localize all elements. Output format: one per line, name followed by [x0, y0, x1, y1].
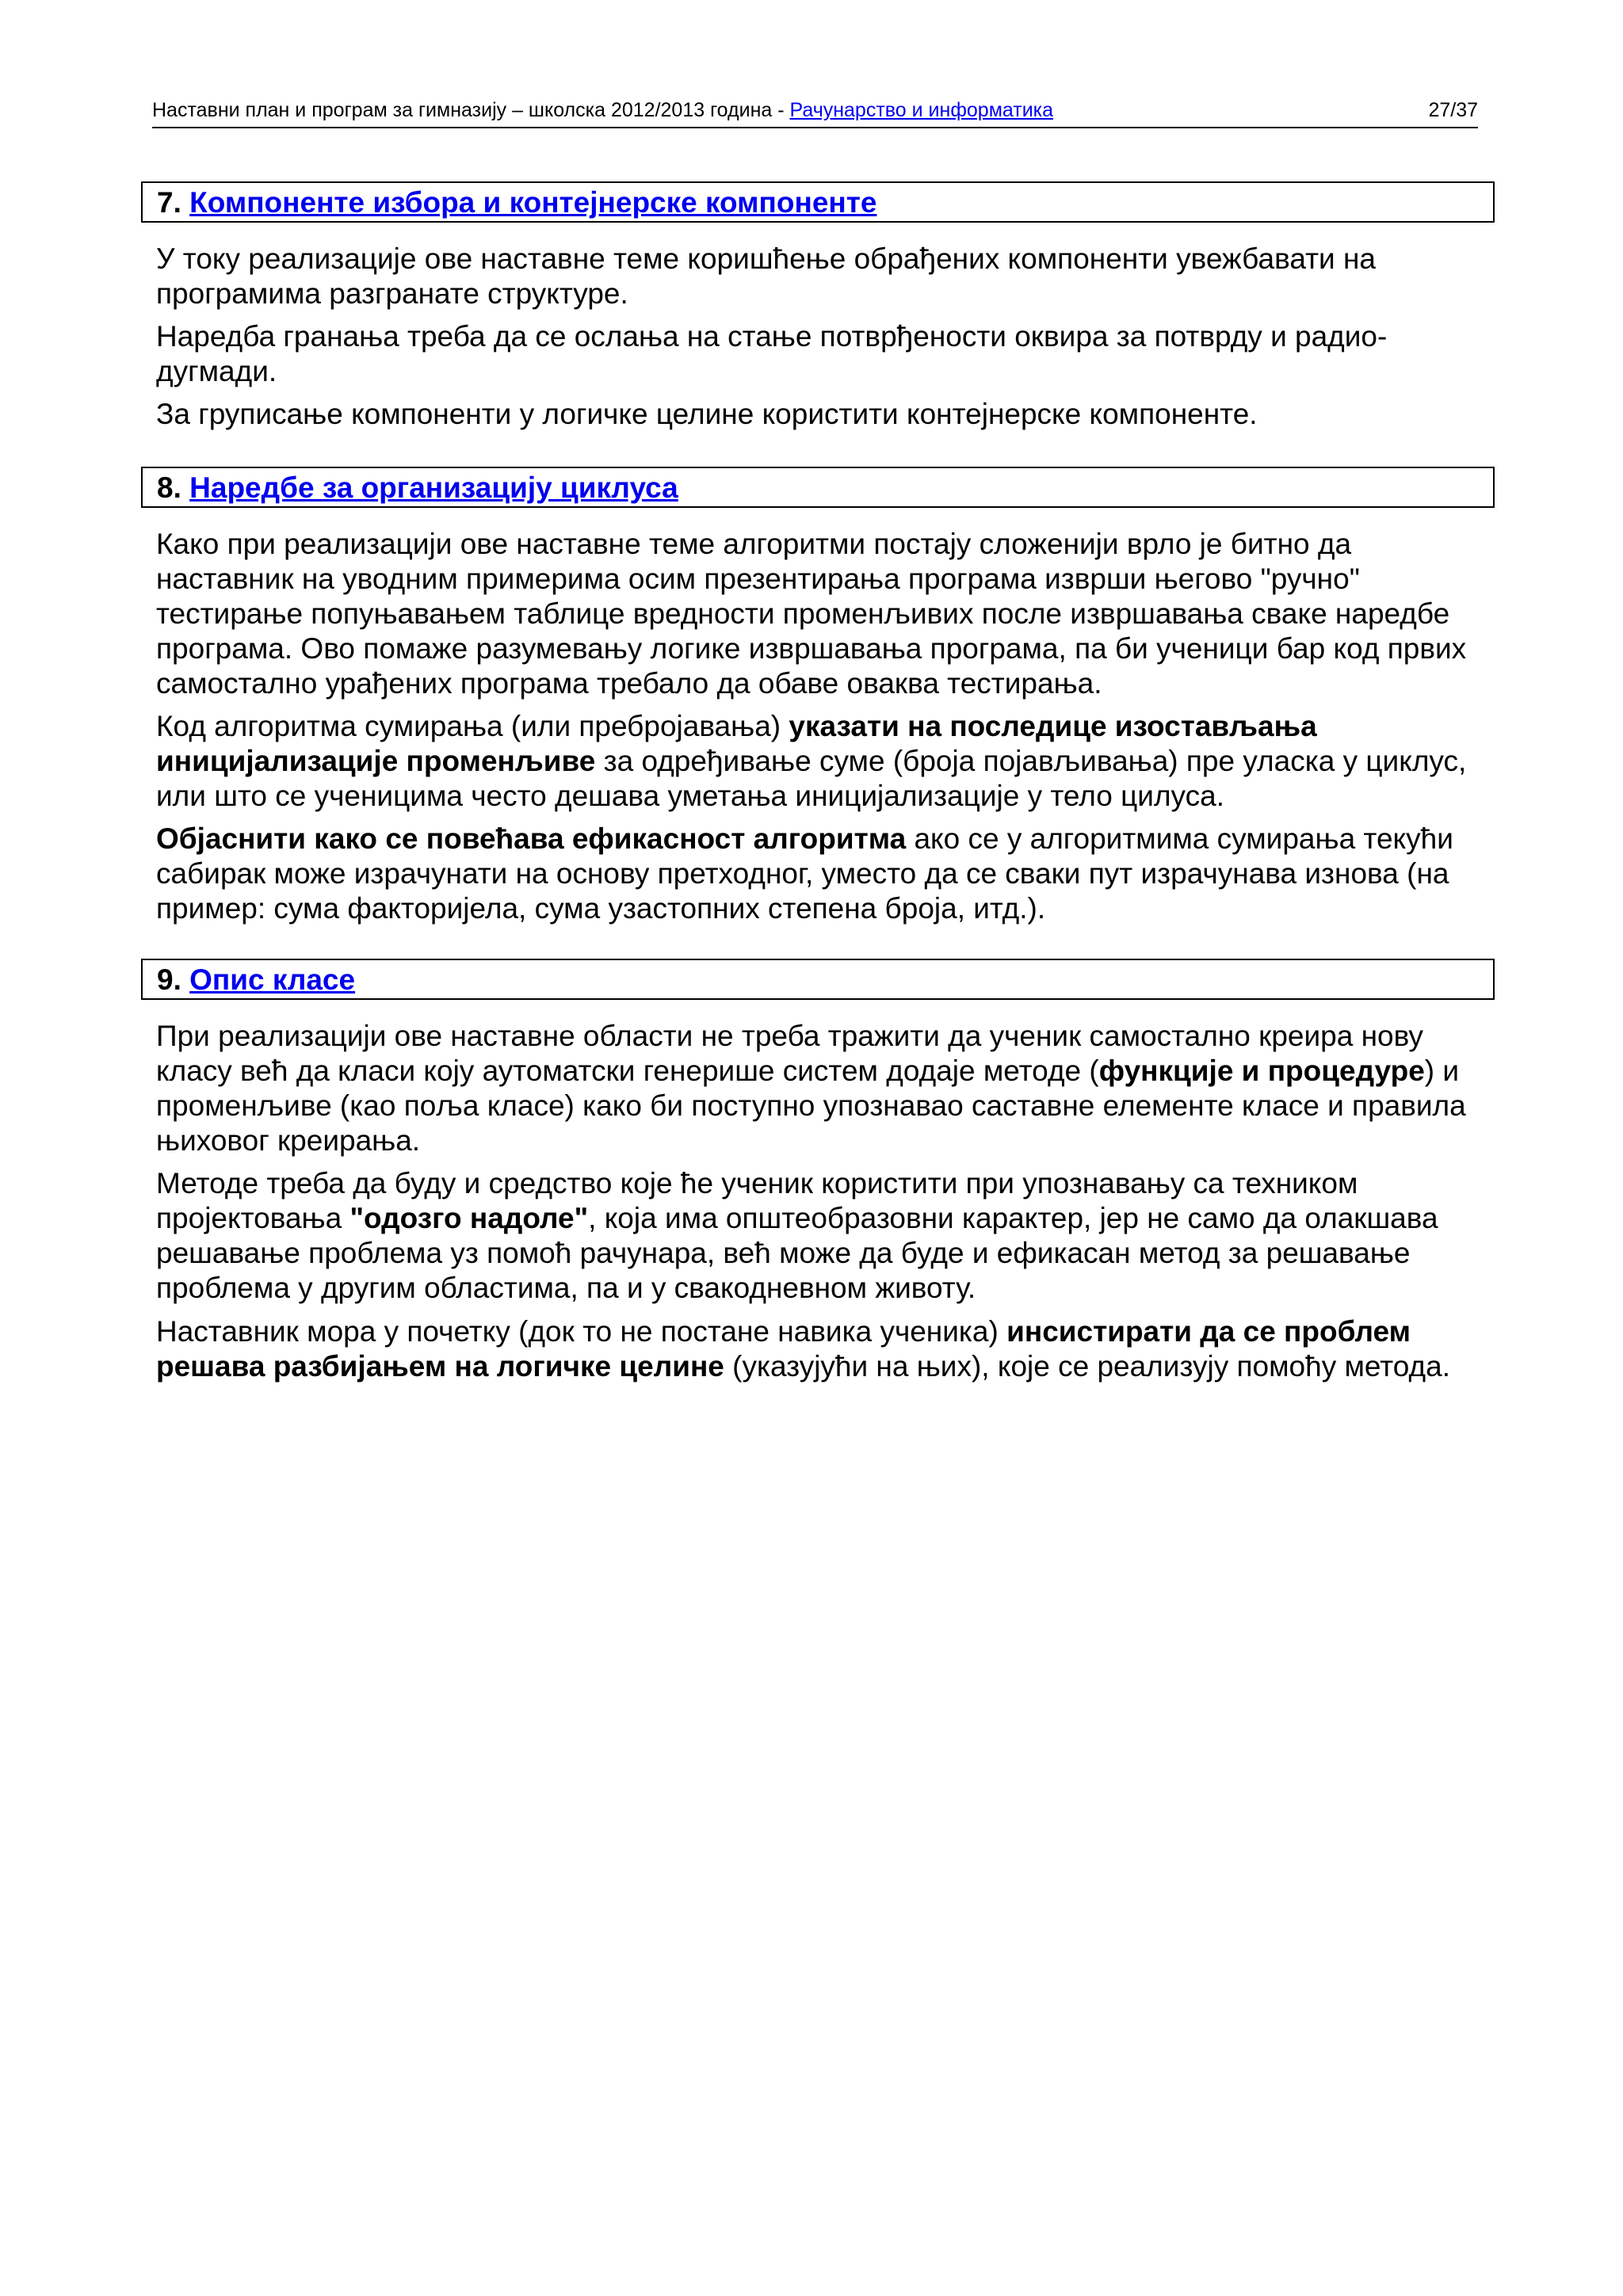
section-heading-9 — [141, 959, 1495, 1000]
paragraph — [156, 1314, 1495, 1384]
paragraph-text: за одређивање суме (броја појављивања) пре уласка у циклус, или што се ученицима често дешава уметања иницијализације у тело цилуса. — [156, 745, 1467, 812]
section-title-link[interactable]: Компоненте избора и контејнерске компоненте — [189, 186, 877, 219]
subject-link[interactable]: Рачунарство и информатика — [789, 99, 1054, 121]
paragraph — [156, 709, 1495, 814]
paragraph — [156, 397, 1495, 432]
paragraph-text: (указујући на њих), које се реализују помоћу метода. — [724, 1350, 1451, 1383]
section-heading-8 — [141, 467, 1495, 508]
paragraph-text: , која има општеобразовни карактер, јер не само да олакшава решавање проблема уз помоћ рачунара, већ може да буде и ефикасан метод за решавање проблема у другим областима, па и у свакодневном животу. — [156, 1202, 1438, 1304]
section-number: 9. — [157, 963, 181, 996]
paragraph — [156, 319, 1495, 389]
section-number: 8. — [157, 471, 181, 504]
document-title — [152, 95, 1053, 125]
paragraph-text: ) и променљиве (као поља класе) како би поступно упознавао саставне елементе класе и правила њиховог креирања. — [156, 1055, 1466, 1157]
emphasis-text: инсистирати да се проблем решава разбијањем на логичке целине — [156, 1315, 1411, 1383]
paragraph-text: У току реализације ове наставне теме коришћење обрађених компоненти увежбавати на програмима разгранате структуре. — [156, 242, 1377, 310]
page-header — [152, 95, 1478, 128]
paragraph-text: Наставник мора у почетку (док то не постане навика ученика) — [156, 1315, 1007, 1348]
emphasis-text: Објаснити како се повећава ефикасност алгоритма — [156, 822, 907, 855]
paragraph — [156, 1019, 1495, 1158]
paragraph — [156, 527, 1495, 701]
paragraph-text: За груписање компоненти у логичке целине користити контејнерске компоненте. — [156, 398, 1258, 430]
page-number: 27/37 — [1428, 99, 1478, 121]
emphasis-text: "одозго надоле" — [349, 1202, 589, 1234]
paragraph-text: Како при реализацији ове наставне теме алгоритми постају сложенији врло је битно да наставник на уводним примерима осим презентирања програма изврши његово "ручно" тестирање попуњавањем таблице вредности променљивих после извршавања сваке наредбе програма. Ово помаже разумевању логике извршавања програма, па би ученици бар код првих самостално урађених програма требало да обаве оваква тестирања. — [156, 528, 1467, 700]
paragraph-text: Код алгоритма сумирања (или пребројавања) — [156, 710, 789, 742]
section-heading-7 — [141, 181, 1495, 223]
paragraph-text: Методе треба да буду и средство које ће ученик користити при упознавању са техником пројектовања — [156, 1167, 1358, 1234]
document-title-text: Наставни план и програм за гимназију – школска 2012/2013 година - — [152, 99, 790, 121]
section-title-link[interactable]: Опис класе — [189, 963, 356, 996]
paragraph-text: ако се у алгоритмима сумирања текући сабирак може израчунати на основу претходног, уместо да се сваки пут израчунава изнова (на пример: сума факторијела, сума узастопних степена броја, итд.). — [156, 822, 1453, 925]
paragraph-text: При реализацији ове наставне области не треба тражити да ученик самостално креира нову класу већ да класи коју аутоматски генерише систем додаје методе ( — [156, 1020, 1423, 1087]
paragraph-text: Наредба гранања треба да се ослања на стање потврђености оквира за потврду и радио-дугмади. — [156, 320, 1388, 387]
paragraph — [156, 1166, 1495, 1306]
emphasis-text: функције и процедуре — [1098, 1055, 1425, 1087]
section-title-link[interactable]: Наредбе за организацију циклуса — [189, 471, 678, 504]
section-number: 7. — [157, 186, 181, 219]
emphasis-text: указати на последице изостављања иницијализације променљиве — [156, 710, 1317, 777]
paragraph — [156, 242, 1495, 311]
paragraph — [156, 822, 1495, 926]
